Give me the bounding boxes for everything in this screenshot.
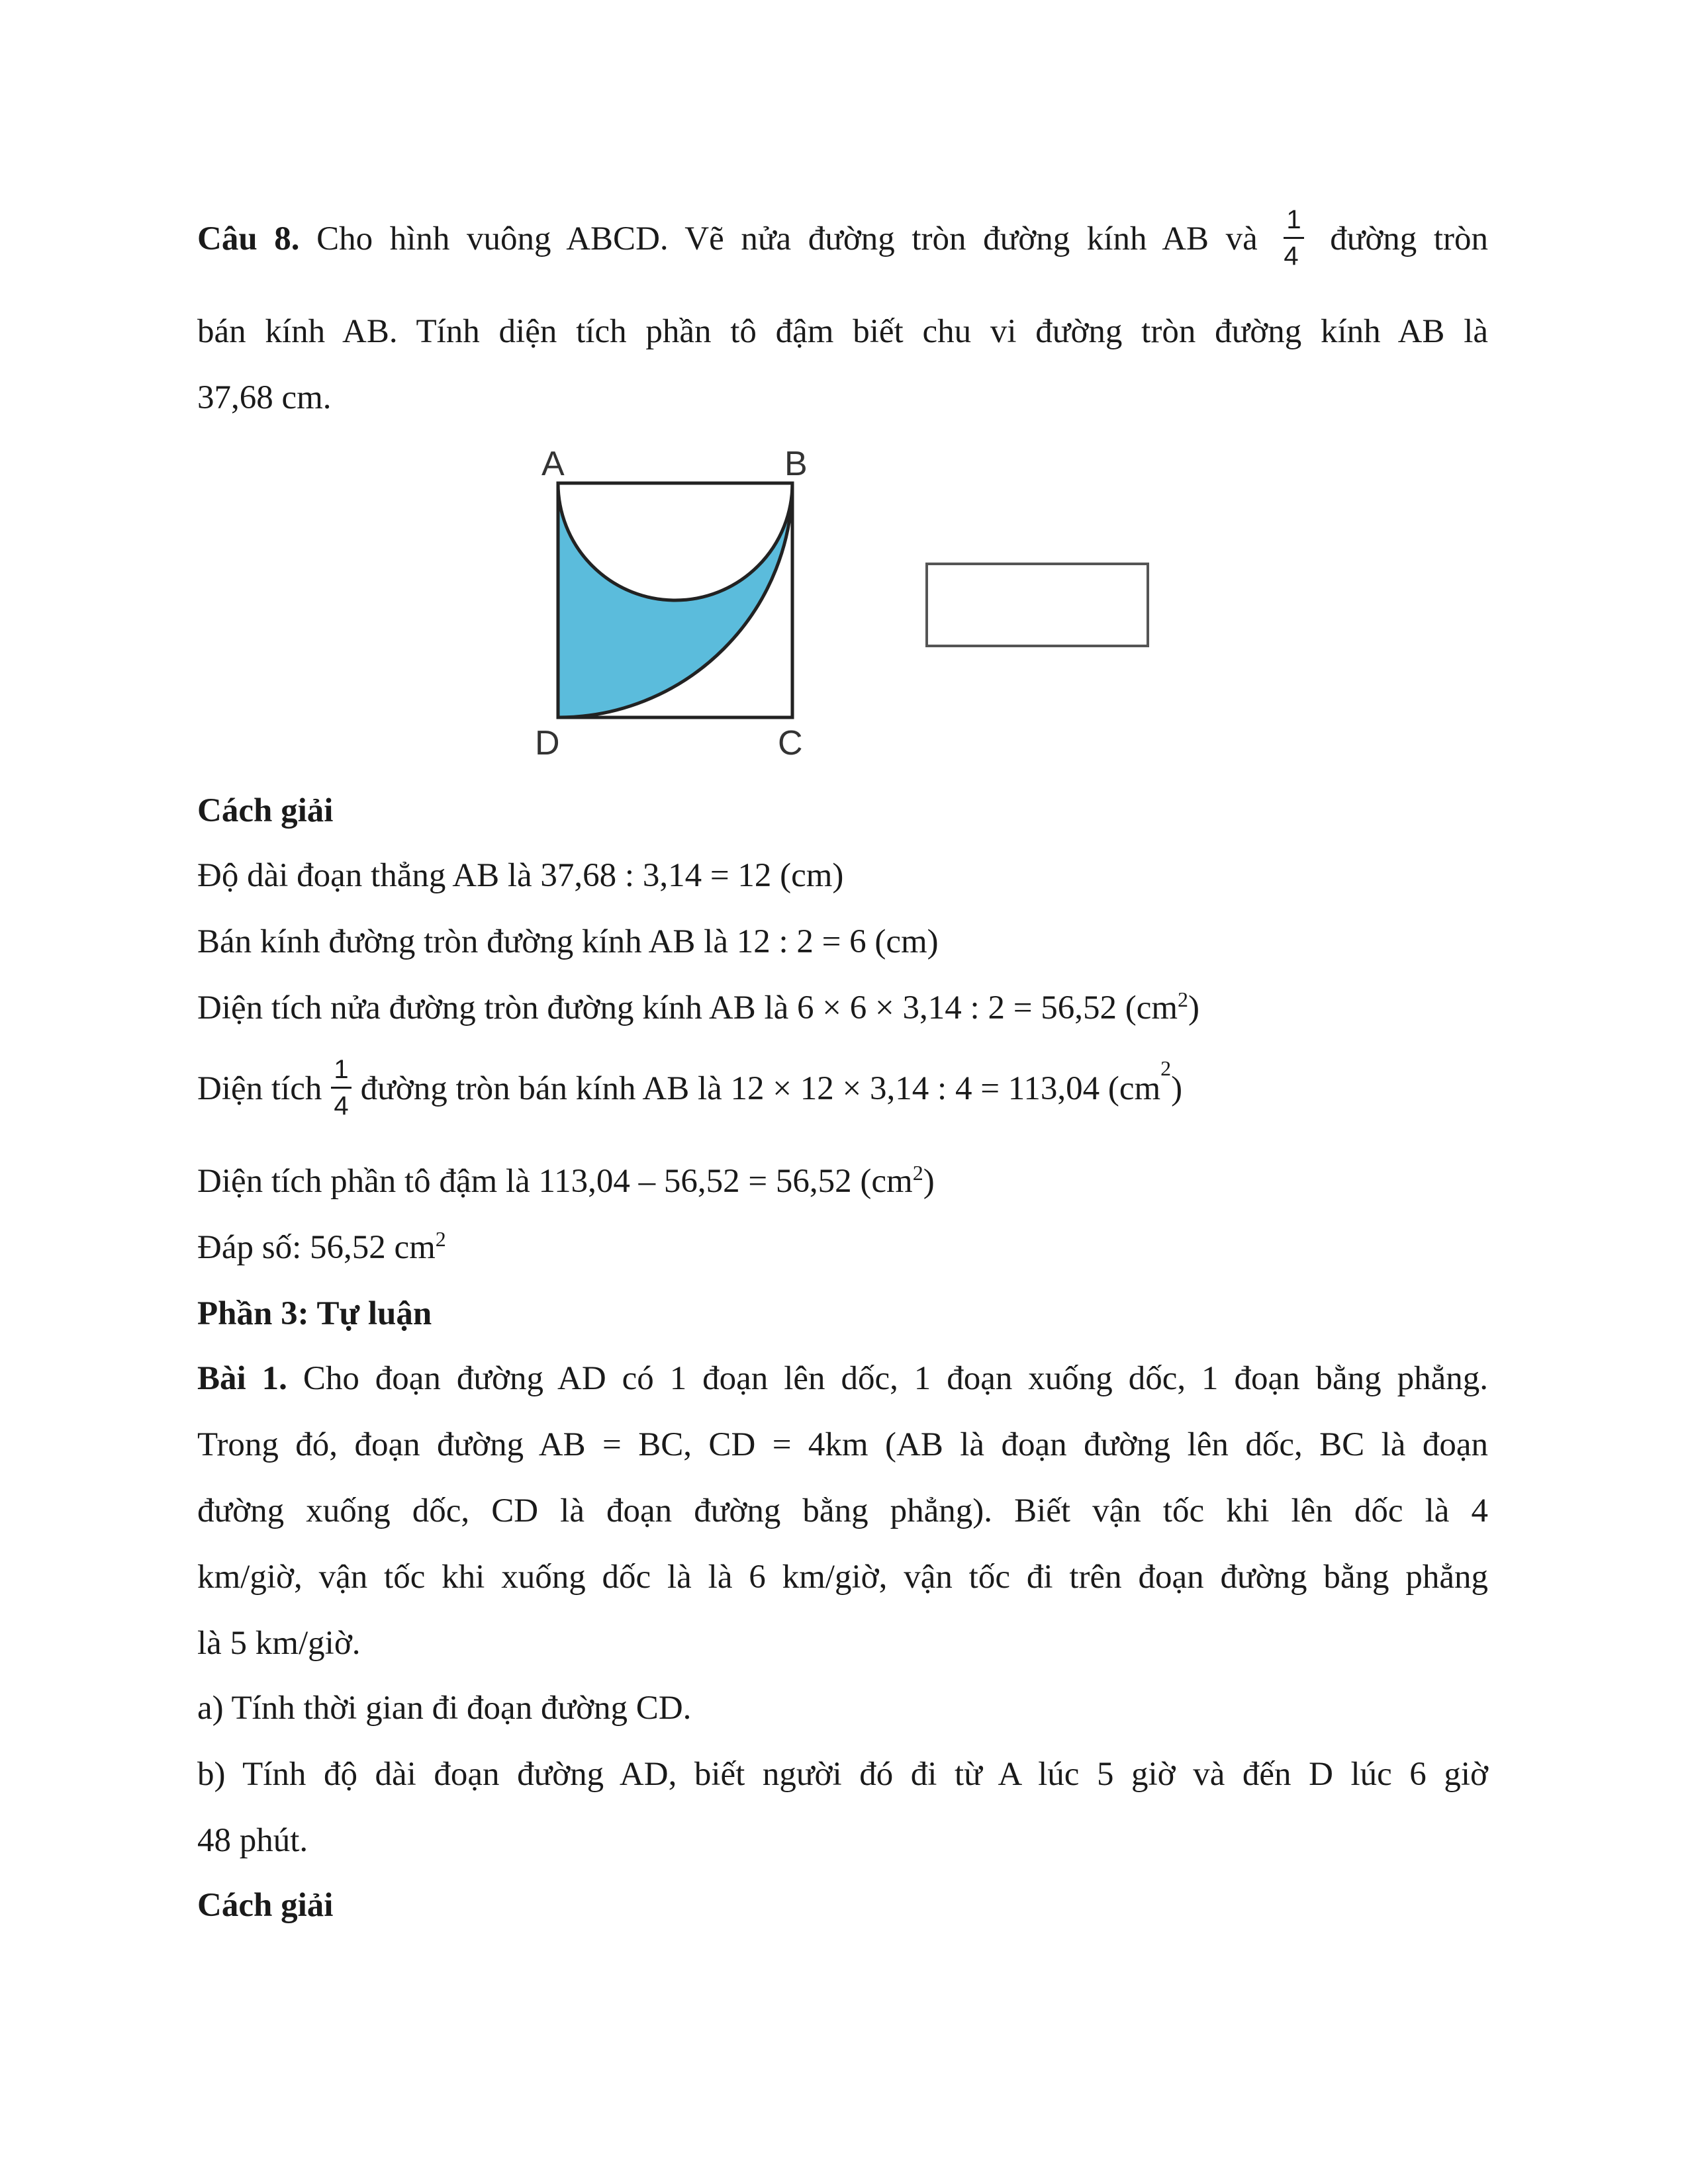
- sol8-step-4-end: ): [1171, 1070, 1183, 1108]
- bai1-text-1: Cho đoạn đường AD có 1 đoạn lên dốc, 1 đoạn xuống dốc, 1 đoạn bằng phẳng.: [303, 1360, 1488, 1397]
- sol8-step-5-end: ): [923, 1163, 935, 1200]
- q8-frac-num: 1: [1284, 206, 1303, 239]
- answer-box[interactable]: [927, 564, 1148, 646]
- sol8-fraction: [331, 1056, 351, 1119]
- bai1-line-4: km/giờ, vận tốc khi xuống dốc là là 6 km/giờ, vận tốc đi trên đoạn đường bằng phẳng: [197, 1559, 1488, 1596]
- geometry-figure: [516, 443, 1178, 761]
- q8-line-1: [197, 205, 1489, 273]
- label-a: A: [541, 445, 565, 483]
- sol8-step-3-end: ): [1188, 989, 1200, 1026]
- sol8-step-5: [197, 1161, 935, 1200]
- bai1-heading: Cách giải: [197, 1887, 334, 1924]
- q8-fraction: [1284, 206, 1303, 269]
- sol8-step-4-sup: 2: [1160, 1056, 1172, 1080]
- sol8-frac-den: 4: [334, 1091, 349, 1120]
- sol8-step-4-after: đường tròn bán kính AB là 12 × 12 × 3,14 : 4 = 113,04 (cm: [360, 1070, 1161, 1108]
- q8-line-2: bán kính AB. Tính diện tích phần tô đậm biết chu vi đường tròn đường kính AB là: [197, 313, 1488, 350]
- sol8-step-4: [197, 1055, 1183, 1123]
- bai1-part-b-2: 48 phút.: [197, 1822, 308, 1859]
- sol8-heading: Cách giải: [197, 792, 334, 829]
- bai1-line-3: đường xuống dốc, CD là đoạn đường bằng phẳng). Biết vận tốc khi lên dốc là 4: [197, 1492, 1488, 1529]
- sol8-frac-num: 1: [331, 1056, 351, 1089]
- bai1-label: Bài 1.: [197, 1360, 287, 1397]
- q8-label: Câu 8.: [197, 220, 300, 258]
- sol8-step-4-before: Diện tích: [197, 1070, 322, 1108]
- part3-heading: Phần 3: Tự luận: [197, 1295, 432, 1332]
- sol8-step-5-text: Diện tích phần tô đậm là 113,04 – 56,52 = 56,52 (cm: [197, 1163, 913, 1200]
- bai1-part-b-1: b) Tính độ dài đoạn đường AD, biết người đó đi từ A lúc 5 giờ và đến D lúc 6 giờ: [197, 1756, 1488, 1793]
- q8-text-1: Cho hình vuông ABCD. Vẽ nửa đường tròn đường kính AB và: [316, 220, 1258, 258]
- label-d: D: [535, 724, 560, 761]
- bai1-line-1: [197, 1362, 1488, 1396]
- sol8-step-1: Độ dài đoạn thẳng AB là 37,68 : 3,14 = 12 (cm): [197, 857, 844, 894]
- bai1-line-2: Trong đó, đoạn đường AB = BC, CD = 4km (AB là đoạn đường lên dốc, BC là đoạn: [197, 1426, 1488, 1463]
- sol8-answer-sup: 2: [435, 1227, 446, 1251]
- sol8-step-5-sup: 2: [912, 1161, 923, 1185]
- sol8-answer: [197, 1227, 446, 1266]
- sol8-step-3: [197, 987, 1200, 1026]
- sol8-step-3-sup: 2: [1178, 987, 1189, 1011]
- label-c: C: [778, 724, 803, 761]
- q8-text-1b: đường tròn: [1330, 220, 1489, 258]
- sol8-step-2: Bán kính đường tròn đường kính AB là 12 : 2 = 6 (cm): [197, 923, 939, 960]
- bai1-line-5: là 5 km/giờ.: [197, 1625, 361, 1662]
- q8-frac-den: 4: [1284, 242, 1299, 271]
- q8-line-3: 37,68 cm.: [197, 379, 332, 416]
- label-b: B: [784, 445, 808, 483]
- sol8-step-3-text: Diện tích nửa đường tròn đường kính AB là 6 × 6 × 3,14 : 2 = 56,52 (cm: [197, 989, 1178, 1026]
- sol8-answer-text: Đáp số: 56,52 cm: [197, 1229, 436, 1266]
- bai1-part-a: a) Tính thời gian đi đoạn đường CD.: [197, 1690, 692, 1727]
